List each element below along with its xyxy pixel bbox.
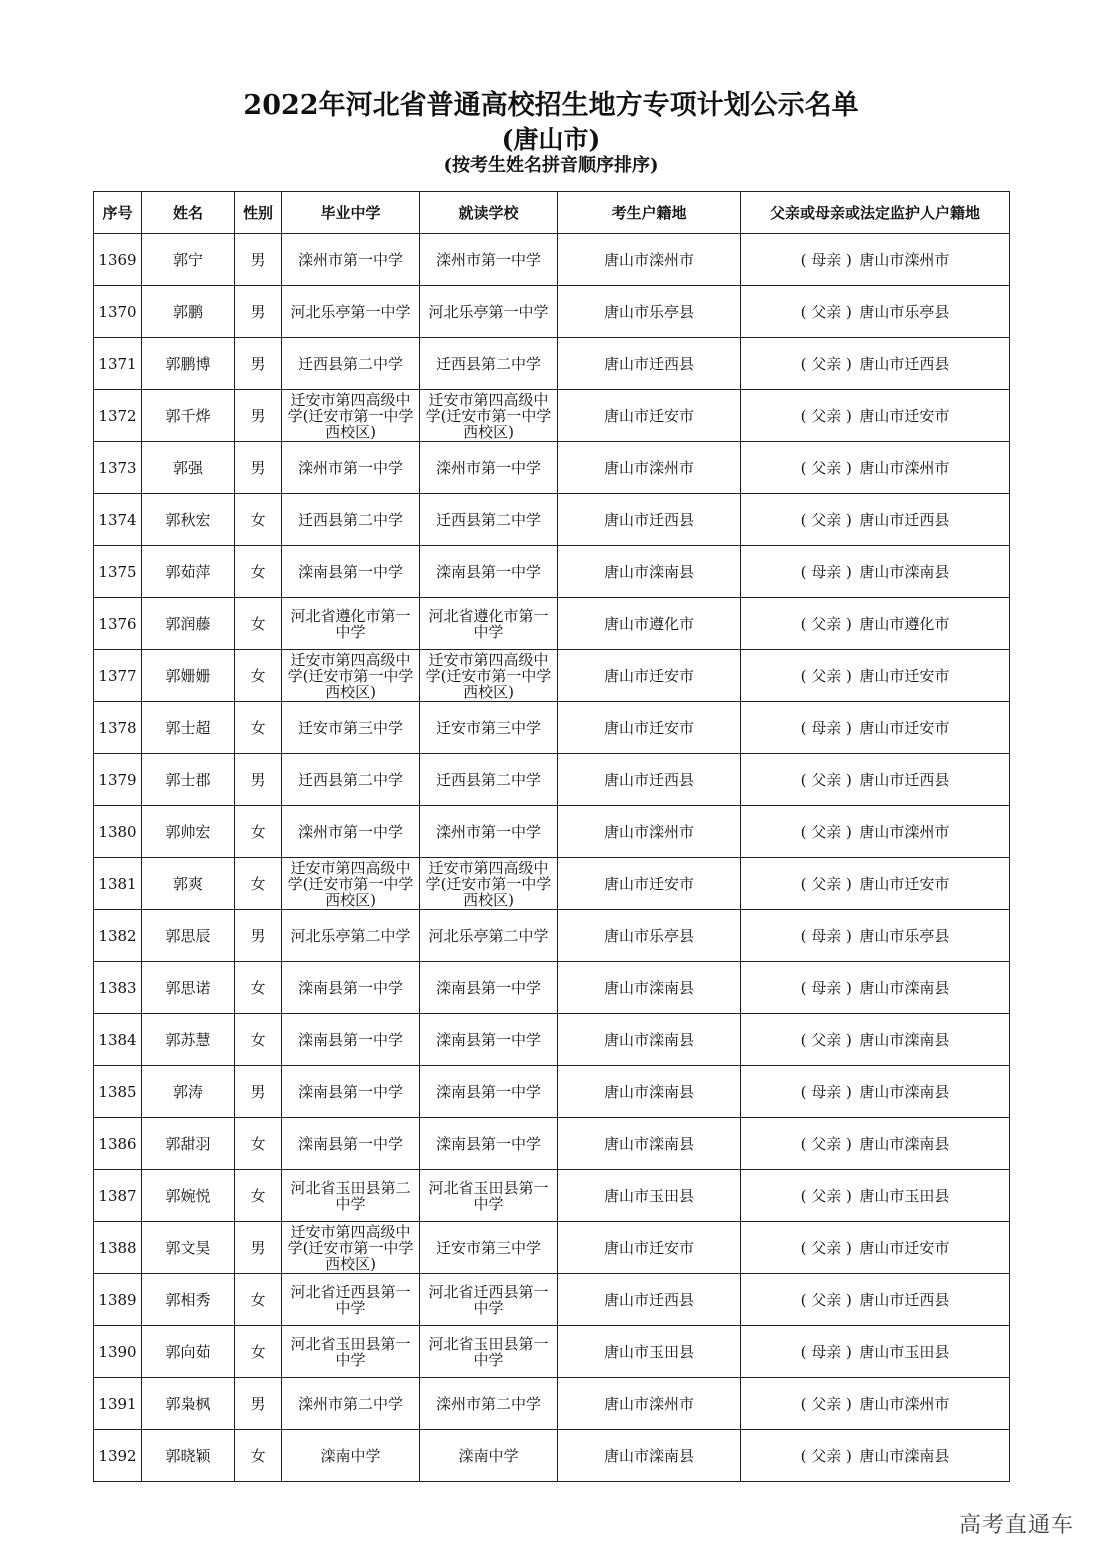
guardian-relation: 父亲 <box>811 614 842 633</box>
cell-no: 1375 <box>94 546 142 598</box>
cell-current-school: 滦南县第一中学 <box>420 1014 558 1066</box>
cell-no: 1389 <box>94 1274 142 1326</box>
cell-gender: 女 <box>235 702 282 754</box>
cell-current-school: 河北乐亭第二中学 <box>420 910 558 962</box>
cell-guardian-residence: ( 母亲 ) 唐山市滦南县 <box>741 546 1010 598</box>
cell-name: 郭秋宏 <box>142 494 235 546</box>
cell-guardian-residence: ( 父亲 ) 唐山市滦州市 <box>741 442 1010 494</box>
cell-gender: 男 <box>235 1378 282 1430</box>
document-city: (唐山市) <box>501 125 601 154</box>
cell-guardian-residence: ( 父亲 ) 唐山市乐亭县 <box>741 286 1010 338</box>
cell-grad-school: 滦州市第二中学 <box>282 1378 420 1430</box>
cell-no: 1391 <box>94 1378 142 1430</box>
cell-no: 1383 <box>94 962 142 1014</box>
header-no: 序号 <box>94 192 142 234</box>
guardian-relation: 母亲 <box>811 1342 842 1361</box>
guardian-relation: 母亲 <box>811 1082 842 1101</box>
cell-residence: 唐山市玉田县 <box>558 1326 741 1378</box>
cell-gender: 女 <box>235 962 282 1014</box>
cell-gender: 男 <box>235 338 282 390</box>
cell-name: 郭爽 <box>142 858 235 910</box>
cell-no: 1369 <box>94 234 142 286</box>
header-current-school: 就读学校 <box>420 192 558 234</box>
guardian-residence: 唐山市迁安市 <box>859 406 950 425</box>
guardian-residence: 唐山市玉田县 <box>859 1342 950 1361</box>
cell-no: 1377 <box>94 650 142 702</box>
cell-residence: 唐山市滦南县 <box>558 962 741 1014</box>
guardian-relation: 父亲 <box>811 1446 842 1465</box>
cell-name: 郭甜羽 <box>142 1118 235 1170</box>
cell-guardian-residence: ( 母亲 ) 唐山市滦南县 <box>741 1066 1010 1118</box>
cell-residence: 唐山市滦南县 <box>558 1014 741 1066</box>
guardian-relation: 母亲 <box>811 926 842 945</box>
cell-current-school: 迁安市第四高级中学(迁安市第一中学西校区) <box>420 650 558 702</box>
guardian-relation: 父亲 <box>811 1134 842 1153</box>
guardian-relation: 父亲 <box>811 1238 842 1257</box>
table-row <box>94 390 1010 442</box>
cell-no: 1386 <box>94 1118 142 1170</box>
cell-grad-school: 迁西县第二中学 <box>282 338 420 390</box>
header-row <box>94 192 1010 234</box>
cell-current-school: 滦南县第一中学 <box>420 1066 558 1118</box>
cell-guardian-residence: ( 父亲 ) 唐山市滦南县 <box>741 1430 1010 1482</box>
cell-grad-school: 河北乐亭第二中学 <box>282 910 420 962</box>
cell-name: 郭润藤 <box>142 598 235 650</box>
cell-current-school: 滦南中学 <box>420 1430 558 1482</box>
cell-gender: 男 <box>235 1222 282 1274</box>
guardian-relation: 母亲 <box>811 250 842 269</box>
cell-gender: 女 <box>235 1430 282 1482</box>
cell-name: 郭强 <box>142 442 235 494</box>
guardian-residence: 唐山市玉田县 <box>859 1186 950 1205</box>
guardian-residence: 唐山市乐亭县 <box>859 926 950 945</box>
guardian-relation: 父亲 <box>811 770 842 789</box>
cell-current-school: 滦南县第一中学 <box>420 962 558 1014</box>
cell-residence: 唐山市滦州市 <box>558 234 741 286</box>
header-grad-school: 毕业中学 <box>282 192 420 234</box>
cell-residence: 唐山市滦南县 <box>558 1430 741 1482</box>
cell-no: 1374 <box>94 494 142 546</box>
cell-no: 1382 <box>94 910 142 962</box>
cell-current-school: 迁安市第四高级中学(迁安市第一中学西校区) <box>420 858 558 910</box>
cell-residence: 唐山市乐亭县 <box>558 910 741 962</box>
cell-current-school: 滦州市第二中学 <box>420 1378 558 1430</box>
table-row <box>94 1274 1010 1326</box>
cell-grad-school: 迁安市第四高级中学(迁安市第一中学西校区) <box>282 650 420 702</box>
cell-current-school: 河北省迁西县第一中学 <box>420 1274 558 1326</box>
cell-current-school: 滦州市第一中学 <box>420 806 558 858</box>
table-row <box>94 598 1010 650</box>
guardian-residence: 唐山市滦州市 <box>859 250 950 269</box>
cell-residence: 唐山市迁安市 <box>558 858 741 910</box>
cell-name: 郭鹏 <box>142 286 235 338</box>
guardian-residence: 唐山市迁西县 <box>859 354 950 373</box>
cell-name: 郭茹萍 <box>142 546 235 598</box>
cell-guardian-residence: ( 父亲 ) 唐山市迁西县 <box>741 1274 1010 1326</box>
cell-gender: 男 <box>235 390 282 442</box>
guardian-relation: 父亲 <box>811 1290 842 1309</box>
guardian-relation: 父亲 <box>811 1030 842 1049</box>
roster-table <box>93 191 1010 1482</box>
guardian-residence: 唐山市滦州市 <box>859 458 950 477</box>
guardian-relation: 父亲 <box>811 458 842 477</box>
guardian-residence: 唐山市迁西县 <box>859 510 950 529</box>
table-row <box>94 806 1010 858</box>
guardian-residence: 唐山市迁安市 <box>859 718 950 737</box>
guardian-relation: 父亲 <box>811 874 842 893</box>
guardian-residence: 唐山市滦南县 <box>859 1446 950 1465</box>
cell-guardian-residence: ( 父亲 ) 唐山市滦南县 <box>741 1014 1010 1066</box>
cell-residence: 唐山市乐亭县 <box>558 286 741 338</box>
cell-grad-school: 滦州市第一中学 <box>282 806 420 858</box>
cell-guardian-residence: ( 父亲 ) 唐山市迁西县 <box>741 494 1010 546</box>
cell-current-school: 迁安市第三中学 <box>420 702 558 754</box>
cell-gender: 女 <box>235 546 282 598</box>
cell-guardian-residence: ( 父亲 ) 唐山市迁西县 <box>741 754 1010 806</box>
table-row <box>94 1430 1010 1482</box>
guardian-relation: 父亲 <box>811 510 842 529</box>
guardian-relation: 母亲 <box>811 978 842 997</box>
cell-gender: 男 <box>235 286 282 338</box>
cell-grad-school: 河北省玉田县第二中学 <box>282 1170 420 1222</box>
cell-no: 1379 <box>94 754 142 806</box>
cell-grad-school: 滦南县第一中学 <box>282 1118 420 1170</box>
cell-grad-school: 滦南县第一中学 <box>282 546 420 598</box>
cell-name: 郭帅宏 <box>142 806 235 858</box>
guardian-relation: 父亲 <box>811 666 842 685</box>
guardian-residence: 唐山市滦南县 <box>859 1134 950 1153</box>
cell-name: 郭涛 <box>142 1066 235 1118</box>
cell-grad-school: 滦南县第一中学 <box>282 1014 420 1066</box>
cell-name: 郭相秀 <box>142 1274 235 1326</box>
cell-residence: 唐山市迁西县 <box>558 494 741 546</box>
cell-gender: 女 <box>235 650 282 702</box>
guardian-relation: 父亲 <box>811 406 842 425</box>
cell-name: 郭苏慧 <box>142 1014 235 1066</box>
guardian-residence: 唐山市滦州市 <box>859 1394 950 1413</box>
guardian-residence: 唐山市滦南县 <box>859 978 950 997</box>
cell-guardian-residence: ( 父亲 ) 唐山市滦州市 <box>741 806 1010 858</box>
cell-current-school: 迁西县第二中学 <box>420 494 558 546</box>
cell-residence: 唐山市滦州市 <box>558 806 741 858</box>
cell-residence: 唐山市滦州市 <box>558 442 741 494</box>
cell-gender: 女 <box>235 598 282 650</box>
cell-no: 1370 <box>94 286 142 338</box>
cell-guardian-residence: ( 父亲 ) 唐山市迁安市 <box>741 1222 1010 1274</box>
table-row <box>94 702 1010 754</box>
cell-name: 郭姗姗 <box>142 650 235 702</box>
cell-grad-school: 滦南县第一中学 <box>282 962 420 1014</box>
header-guardian-residence: 父亲或母亲或法定监护人户籍地 <box>741 192 1010 234</box>
cell-guardian-residence: ( 母亲 ) 唐山市玉田县 <box>741 1326 1010 1378</box>
guardian-relation: 父亲 <box>811 354 842 373</box>
cell-guardian-residence: ( 父亲 ) 唐山市迁安市 <box>741 390 1010 442</box>
cell-residence: 唐山市迁安市 <box>558 390 741 442</box>
cell-guardian-residence: ( 母亲 ) 唐山市滦南县 <box>741 962 1010 1014</box>
cell-grad-school: 迁安市第四高级中学(迁安市第一中学西校区) <box>282 858 420 910</box>
table-row <box>94 910 1010 962</box>
cell-grad-school: 滦南县第一中学 <box>282 1066 420 1118</box>
table-row <box>94 546 1010 598</box>
cell-no: 1378 <box>94 702 142 754</box>
guardian-residence: 唐山市迁安市 <box>859 1238 950 1257</box>
table-row <box>94 1222 1010 1274</box>
cell-guardian-residence: ( 父亲 ) 唐山市遵化市 <box>741 598 1010 650</box>
sort-note: (按考生姓名拼音顺序排序) <box>443 155 659 176</box>
table-row <box>94 962 1010 1014</box>
cell-guardian-residence: ( 父亲 ) 唐山市迁安市 <box>741 650 1010 702</box>
table-row <box>94 1014 1010 1066</box>
table-row <box>94 234 1010 286</box>
table-row <box>94 858 1010 910</box>
cell-grad-school: 河北省玉田县第一中学 <box>282 1326 420 1378</box>
table-row <box>94 442 1010 494</box>
cell-no: 1373 <box>94 442 142 494</box>
cell-guardian-residence: ( 父亲 ) 唐山市迁西县 <box>741 338 1010 390</box>
table-row <box>94 1170 1010 1222</box>
cell-gender: 女 <box>235 1118 282 1170</box>
cell-name: 郭枭枫 <box>142 1378 235 1430</box>
cell-residence: 唐山市迁西县 <box>558 338 741 390</box>
cell-residence: 唐山市滦南县 <box>558 1066 741 1118</box>
cell-guardian-residence: ( 父亲 ) 唐山市滦南县 <box>741 1118 1010 1170</box>
guardian-residence: 唐山市滦南县 <box>859 562 950 581</box>
guardian-residence: 唐山市遵化市 <box>859 614 950 633</box>
cell-no: 1372 <box>94 390 142 442</box>
cell-gender: 男 <box>235 754 282 806</box>
cell-grad-school: 迁安市第四高级中学(迁安市第一中学西校区) <box>282 390 420 442</box>
cell-guardian-residence: ( 母亲 ) 唐山市滦州市 <box>741 234 1010 286</box>
cell-current-school: 迁安市第四高级中学(迁安市第一中学西校区) <box>420 390 558 442</box>
cell-grad-school: 迁西县第二中学 <box>282 494 420 546</box>
cell-gender: 女 <box>235 1014 282 1066</box>
guardian-residence: 唐山市迁西县 <box>859 770 950 789</box>
cell-grad-school: 滦州市第一中学 <box>282 234 420 286</box>
guardian-residence: 唐山市滦州市 <box>859 822 950 841</box>
guardian-relation: 母亲 <box>811 718 842 737</box>
cell-gender: 女 <box>235 1326 282 1378</box>
cell-residence: 唐山市迁西县 <box>558 1274 741 1326</box>
cell-residence: 唐山市迁安市 <box>558 702 741 754</box>
cell-current-school: 河北省玉田县第一中学 <box>420 1326 558 1378</box>
table-row <box>94 1066 1010 1118</box>
cell-grad-school: 河北省迁西县第一中学 <box>282 1274 420 1326</box>
table-row <box>94 1326 1010 1378</box>
cell-residence: 唐山市滦南县 <box>558 546 741 598</box>
header-name: 姓名 <box>142 192 235 234</box>
table-row <box>94 338 1010 390</box>
guardian-residence: 唐山市滦南县 <box>859 1082 950 1101</box>
cell-name: 郭向茹 <box>142 1326 235 1378</box>
cell-current-school: 滦南县第一中学 <box>420 1118 558 1170</box>
cell-gender: 女 <box>235 858 282 910</box>
table-row <box>94 286 1010 338</box>
cell-no: 1376 <box>94 598 142 650</box>
cell-current-school: 滦南县第一中学 <box>420 546 558 598</box>
roster-body <box>94 234 1010 1482</box>
cell-gender: 男 <box>235 234 282 286</box>
cell-name: 郭文昊 <box>142 1222 235 1274</box>
table-row <box>94 1118 1010 1170</box>
guardian-relation: 父亲 <box>811 822 842 841</box>
cell-name: 郭鹏博 <box>142 338 235 390</box>
cell-residence: 唐山市滦州市 <box>558 1378 741 1430</box>
cell-gender: 女 <box>235 1170 282 1222</box>
header-gender: 性别 <box>235 192 282 234</box>
cell-gender: 男 <box>235 442 282 494</box>
cell-current-school: 河北乐亭第一中学 <box>420 286 558 338</box>
cell-grad-school: 迁安市第四高级中学(迁安市第一中学西校区) <box>282 1222 420 1274</box>
guardian-relation: 母亲 <box>811 562 842 581</box>
cell-current-school: 迁安市第三中学 <box>420 1222 558 1274</box>
cell-residence: 唐山市遵化市 <box>558 598 741 650</box>
cell-name: 郭思诺 <box>142 962 235 1014</box>
cell-guardian-residence: ( 父亲 ) 唐山市滦州市 <box>741 1378 1010 1430</box>
cell-no: 1381 <box>94 858 142 910</box>
cell-no: 1385 <box>94 1066 142 1118</box>
cell-guardian-residence: ( 母亲 ) 唐山市迁安市 <box>741 702 1010 754</box>
cell-grad-school: 河北乐亭第一中学 <box>282 286 420 338</box>
cell-current-school: 滦州市第一中学 <box>420 442 558 494</box>
cell-no: 1388 <box>94 1222 142 1274</box>
cell-no: 1387 <box>94 1170 142 1222</box>
guardian-residence: 唐山市迁安市 <box>859 666 950 685</box>
cell-guardian-residence: ( 父亲 ) 唐山市玉田县 <box>741 1170 1010 1222</box>
table-row <box>94 650 1010 702</box>
cell-grad-school: 迁西县第二中学 <box>282 754 420 806</box>
guardian-relation: 父亲 <box>811 1394 842 1413</box>
table-row <box>94 754 1010 806</box>
table-row <box>94 494 1010 546</box>
table-row <box>94 1378 1010 1430</box>
cell-no: 1392 <box>94 1430 142 1482</box>
cell-name: 郭思辰 <box>142 910 235 962</box>
cell-residence: 唐山市玉田县 <box>558 1170 741 1222</box>
cell-grad-school: 滦南中学 <box>282 1430 420 1482</box>
cell-residence: 唐山市迁西县 <box>558 754 741 806</box>
guardian-residence: 唐山市滦南县 <box>859 1030 950 1049</box>
cell-residence: 唐山市迁安市 <box>558 650 741 702</box>
guardian-relation: 父亲 <box>811 1186 842 1205</box>
cell-name: 郭士郡 <box>142 754 235 806</box>
cell-grad-school: 河北省遵化市第一中学 <box>282 598 420 650</box>
cell-residence: 唐山市迁安市 <box>558 1222 741 1274</box>
cell-no: 1380 <box>94 806 142 858</box>
cell-current-school: 迁西县第二中学 <box>420 754 558 806</box>
cell-guardian-residence: ( 母亲 ) 唐山市乐亭县 <box>741 910 1010 962</box>
cell-grad-school: 滦州市第一中学 <box>282 442 420 494</box>
cell-no: 1384 <box>94 1014 142 1066</box>
cell-guardian-residence: ( 父亲 ) 唐山市迁安市 <box>741 858 1010 910</box>
cell-no: 1390 <box>94 1326 142 1378</box>
cell-no: 1371 <box>94 338 142 390</box>
guardian-residence: 唐山市迁安市 <box>859 874 950 893</box>
cell-gender: 女 <box>235 494 282 546</box>
guardian-residence: 唐山市迁西县 <box>859 1290 950 1309</box>
cell-name: 郭婉悦 <box>142 1170 235 1222</box>
guardian-relation: 父亲 <box>811 302 842 321</box>
cell-gender: 女 <box>235 806 282 858</box>
cell-grad-school: 迁安市第三中学 <box>282 702 420 754</box>
document-title: 2022年河北省普通高校招生地方专项计划公示名单 <box>243 90 859 121</box>
cell-gender: 男 <box>235 1066 282 1118</box>
header-residence: 考生户籍地 <box>558 192 741 234</box>
cell-current-school: 河北省玉田县第一中学 <box>420 1170 558 1222</box>
cell-name: 郭晓颖 <box>142 1430 235 1482</box>
cell-name: 郭宁 <box>142 234 235 286</box>
cell-gender: 女 <box>235 1274 282 1326</box>
cell-current-school: 滦州市第一中学 <box>420 234 558 286</box>
cell-name: 郭士超 <box>142 702 235 754</box>
cell-name: 郭千烨 <box>142 390 235 442</box>
guardian-residence: 唐山市乐亭县 <box>859 302 950 321</box>
cell-gender: 男 <box>235 910 282 962</box>
cell-current-school: 河北省遵化市第一中学 <box>420 598 558 650</box>
cell-residence: 唐山市滦南县 <box>558 1118 741 1170</box>
watermark: 高考直通车 <box>958 1513 1074 1538</box>
cell-current-school: 迁西县第二中学 <box>420 338 558 390</box>
